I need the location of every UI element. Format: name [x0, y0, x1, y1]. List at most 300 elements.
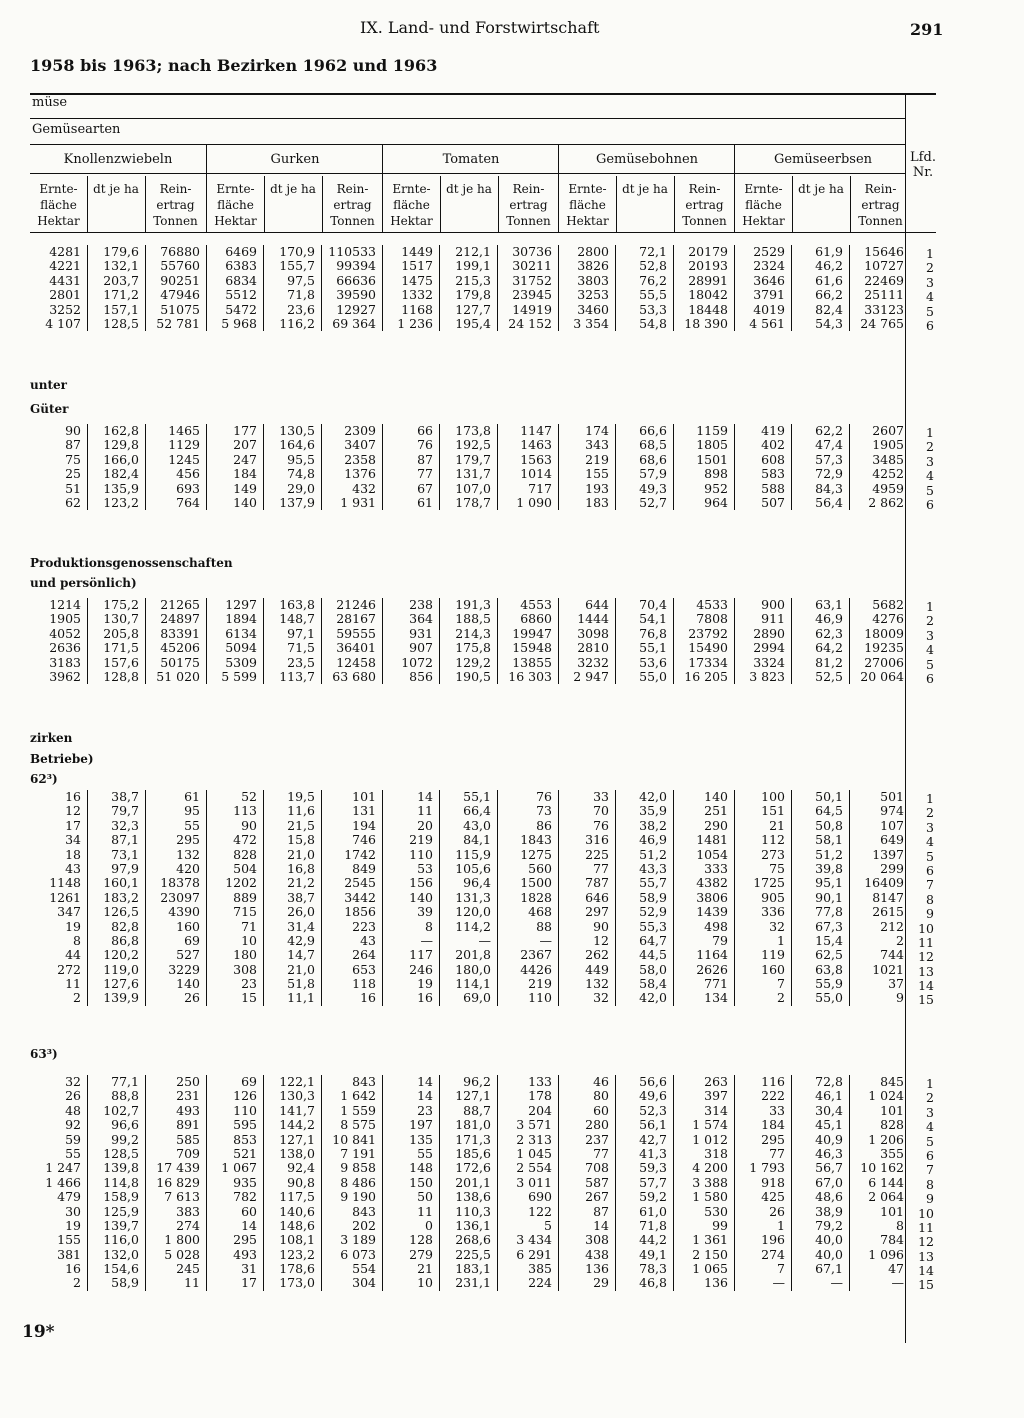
column-divider [616, 176, 617, 232]
table-cell: 122 [528, 1203, 552, 1219]
column-divider [497, 245, 498, 331]
table-cell: 75 [769, 860, 785, 876]
table-cell: 1 [777, 1217, 785, 1233]
table-row [30, 848, 910, 862]
table-cell: 157,1 [103, 301, 139, 317]
table-cell: 5 968 [221, 315, 257, 331]
table-cell: 66,4 [463, 803, 491, 819]
table-cell: 381 [57, 1246, 81, 1262]
table-cell: 71 [241, 918, 257, 934]
table-cell: 105,6 [455, 860, 491, 876]
table-cell: 935 [233, 1174, 257, 1190]
column-divider [791, 245, 792, 331]
table-cell: 521 [233, 1145, 257, 1161]
table-cell: 83391 [160, 625, 200, 641]
table-cell: 479 [57, 1189, 81, 1205]
table-cell: 50,8 [815, 817, 843, 833]
table-cell: 30736 [512, 244, 552, 259]
table-cell: 53,3 [639, 301, 667, 317]
table-cell: 67,0 [815, 1174, 843, 1190]
column-divider [263, 790, 264, 1006]
table-cell: 693 [176, 480, 200, 496]
table-cell: 102,7 [103, 1102, 139, 1118]
table-cell: 3 823 [749, 668, 785, 684]
table-cell: 69 364 [332, 315, 376, 331]
line-number: 3 [926, 627, 934, 643]
table-cell: 3 354 [573, 315, 609, 331]
line-number: 4 [926, 642, 934, 658]
table-cell: 595 [233, 1117, 257, 1133]
table-cell: 1072 [401, 654, 433, 670]
table-cell: 16 303 [508, 668, 552, 684]
table-cell: 192,5 [455, 437, 491, 453]
table-cell: 61 [184, 789, 200, 804]
table-cell: 1742 [344, 846, 376, 862]
line-number: 5 [926, 482, 934, 498]
column-divider [849, 790, 850, 1006]
table-cell: 16 [417, 990, 433, 1006]
table-cell: 2 150 [692, 1246, 728, 1262]
table-cell: 183 [585, 494, 609, 510]
column-divider [145, 1075, 146, 1291]
table-row [30, 862, 910, 876]
table-cell: 90 [241, 817, 257, 833]
table-cell: 76,2 [639, 272, 667, 288]
column-divider [558, 790, 559, 1006]
table-row [30, 1133, 910, 1147]
table-cell: 16 [65, 1261, 81, 1277]
table-cell: 4052 [49, 625, 81, 641]
table-cell: 530 [704, 1203, 728, 1219]
table-cell: 1397 [872, 846, 904, 862]
table-cell: 116 [761, 1074, 785, 1089]
table-cell: 128 [409, 1232, 433, 1248]
table-cell: 845 [880, 1074, 904, 1089]
table-cell: 46,3 [815, 1145, 843, 1161]
table-cell: 238 [409, 597, 433, 612]
table-cell: 19235 [864, 640, 904, 656]
table-row [30, 819, 910, 833]
table-cell: 175,2 [103, 597, 139, 612]
column-divider [673, 424, 674, 510]
table-cell: 60 [593, 1102, 609, 1118]
section-heading: unter [30, 378, 67, 392]
table-cell: 20179 [688, 244, 728, 259]
table-cell: 952 [704, 480, 728, 496]
table-row [30, 804, 910, 818]
table-cell: 425 [761, 1189, 785, 1205]
table-cell: 96,4 [463, 875, 491, 891]
column-header: dt je ha [93, 182, 139, 196]
table-cell: 64,2 [815, 640, 843, 656]
column-divider [791, 790, 792, 1006]
table-cell: 31 [241, 1261, 257, 1277]
table-cell: 646 [585, 889, 609, 905]
table-cell: 41,3 [639, 1145, 667, 1161]
table-cell: 222 [761, 1088, 785, 1104]
column-divider [439, 1075, 440, 1291]
table-cell: 262 [585, 947, 609, 963]
table-cell: 101 [880, 1203, 904, 1219]
table-cell: 8 486 [340, 1174, 376, 1190]
table-cell: 267 [585, 1189, 609, 1205]
line-number: 4 [926, 834, 934, 850]
table-cell: 24 152 [508, 315, 552, 331]
column-divider [206, 598, 207, 684]
line-number: 1 [926, 425, 934, 440]
table-cell: 20 [417, 817, 433, 833]
table-cell: 843 [352, 1203, 376, 1219]
table-cell: 268,6 [455, 1232, 491, 1248]
table-cell: 279 [409, 1246, 433, 1262]
section-heading: 63³) [30, 1047, 58, 1061]
table-cell: 87 [417, 451, 433, 467]
table-cell: 15490 [688, 640, 728, 656]
table-cell: 56,6 [639, 1074, 667, 1089]
table-cell: 88,8 [111, 1088, 139, 1104]
table-row [30, 1089, 910, 1103]
table-cell: 76880 [160, 244, 200, 259]
lfd-header: Lfd. Nr. [910, 150, 936, 180]
table-row [30, 1176, 910, 1190]
table-cell: 191,3 [455, 597, 491, 612]
table-cell: 23,5 [287, 654, 315, 670]
column-divider [439, 424, 440, 510]
table-cell: 456 [176, 466, 200, 482]
table-cell: 251 [704, 803, 728, 819]
table-cell: 155 [585, 466, 609, 482]
table-cell: 17 [65, 817, 81, 833]
table-cell: 21246 [336, 597, 376, 612]
column-divider [674, 176, 675, 232]
table-cell: 274 [176, 1217, 200, 1233]
table-cell: 54,1 [639, 611, 667, 627]
table-cell: 3 571 [516, 1117, 552, 1133]
table-cell: 42,0 [639, 789, 667, 804]
table-cell: 24897 [160, 611, 200, 627]
table-cell: 272 [57, 961, 81, 977]
table-cell: 3252 [49, 301, 81, 317]
table-cell: 81,2 [815, 654, 843, 670]
table-cell: 68,5 [639, 437, 667, 453]
table-cell: 55,0 [639, 668, 667, 684]
table-cell: 51 020 [156, 668, 200, 684]
table-cell: 82,8 [111, 918, 139, 934]
table-cell: 51,2 [639, 846, 667, 862]
table-cell: 560 [528, 860, 552, 876]
table-cell: 64,7 [639, 932, 667, 948]
table-cell: 12 [65, 803, 81, 819]
top-label: müse [32, 95, 68, 110]
table-cell: 190,5 [455, 668, 491, 684]
table-cell: 84,1 [463, 832, 491, 848]
table-cell: 4281 [49, 244, 81, 259]
table-cell: 33123 [864, 301, 904, 317]
table-cell: 72,8 [815, 1074, 843, 1089]
table-cell: 171,5 [103, 640, 139, 656]
table-cell: 889 [233, 889, 257, 905]
header-bottom-rule [30, 232, 936, 233]
table-cell: 333 [704, 860, 728, 876]
table-row [30, 467, 910, 481]
column-divider [382, 1075, 383, 1291]
table-cell: 26,0 [287, 904, 315, 920]
table-cell: 49,3 [639, 480, 667, 496]
table-cell: 63,1 [815, 597, 843, 612]
table-cell: 137,9 [279, 494, 315, 510]
table-cell: 16 [360, 990, 376, 1006]
section-heading: Betriebe) [30, 752, 94, 766]
table-cell: 295 [176, 832, 200, 848]
table-cell: 43 [65, 860, 81, 876]
table-cell: 2615 [872, 904, 904, 920]
column-divider [497, 790, 498, 1006]
table-row [30, 317, 910, 331]
table-cell: 196 [761, 1232, 785, 1248]
table-cell: 38,9 [815, 1203, 843, 1219]
table-cell: 164,6 [279, 437, 315, 453]
table-cell: 918 [761, 1174, 785, 1190]
table-cell: 179,7 [455, 451, 491, 467]
line-number: 6 [926, 1147, 934, 1163]
column-divider [87, 1075, 88, 1291]
table-row [30, 424, 910, 438]
table-cell: 48 [65, 1102, 81, 1118]
column-divider [558, 1075, 559, 1291]
table-cell: 202 [352, 1217, 376, 1233]
table-cell: 49,1 [639, 1246, 667, 1262]
column-divider [145, 790, 146, 1006]
column-header: dt je ha [622, 182, 668, 196]
table-cell: 1 574 [692, 1117, 728, 1133]
table-cell: 308 [233, 961, 257, 977]
table-cell: 183,1 [455, 1261, 491, 1277]
table-row [30, 920, 910, 934]
table-cell: 46,1 [815, 1088, 843, 1104]
table-cell: 4533 [696, 597, 728, 612]
table-cell: 907 [409, 640, 433, 656]
table-cell: 3485 [872, 451, 904, 467]
table-cell: 43,0 [463, 817, 491, 833]
table-cell: 131 [352, 803, 376, 819]
column-divider [263, 245, 264, 331]
table-cell: 2 064 [868, 1189, 904, 1205]
table-cell: 3442 [344, 889, 376, 905]
table-cell: 690 [528, 1189, 552, 1205]
line-number: 14 [918, 1263, 934, 1279]
table-cell: 231,1 [455, 1275, 491, 1291]
table-cell: 90,8 [287, 1174, 315, 1190]
table-cell: 355 [880, 1145, 904, 1161]
table-cell: 583 [761, 466, 785, 482]
column-divider [263, 1075, 264, 1291]
table-cell: 15 [241, 990, 257, 1006]
table-cell: 99 [712, 1217, 728, 1233]
table-cell: 2607 [872, 423, 904, 438]
data-block [30, 245, 910, 331]
table-cell: 60 [241, 1203, 257, 1219]
table-cell: 205,8 [103, 625, 139, 641]
column-divider [558, 424, 559, 510]
table-cell: 1214 [49, 597, 81, 612]
table-cell: 30,4 [815, 1102, 843, 1118]
table-cell: 197 [409, 1117, 433, 1133]
table-cell: 364 [409, 611, 433, 627]
table-cell: 127,7 [455, 301, 491, 317]
table-cell: 219 [409, 832, 433, 848]
table-cell: 128,5 [103, 315, 139, 331]
table-cell: 1 466 [45, 1174, 81, 1190]
line-numbers [918, 247, 934, 333]
section-heading: Produktionsgenossenschaften [30, 556, 233, 570]
table-cell: 11 [417, 1203, 433, 1219]
table-cell: 55,5 [639, 287, 667, 303]
table-cell: 224 [528, 1275, 552, 1291]
table-cell: 587 [585, 1174, 609, 1190]
table-cell: 134 [704, 990, 728, 1006]
table-cell: 126 [233, 1088, 257, 1104]
table-cell: 82,4 [815, 301, 843, 317]
group-rule [30, 173, 905, 174]
table-cell: 10 [241, 932, 257, 948]
table-cell: 771 [704, 976, 728, 992]
column-divider [498, 176, 499, 232]
table-cell: 449 [585, 961, 609, 977]
table-cell: 14 [417, 789, 433, 804]
table-cell: 215,3 [455, 272, 491, 288]
table-cell: 51,2 [815, 846, 843, 862]
table-cell: 527 [176, 947, 200, 963]
table-cell: 21265 [160, 597, 200, 612]
table-cell: 51 [65, 480, 81, 496]
table-cell: 2529 [753, 244, 785, 259]
table-row [30, 274, 910, 288]
table-cell: 744 [880, 947, 904, 963]
column-divider [206, 1075, 207, 1291]
table-cell: 80 [593, 1088, 609, 1104]
column-divider [849, 598, 850, 684]
table-cell: 184 [233, 466, 257, 482]
table-cell: 73,1 [111, 846, 139, 862]
table-cell: 246 [409, 961, 433, 977]
table-cell: 843 [352, 1074, 376, 1089]
line-number: 1 [926, 791, 934, 806]
table-row [30, 833, 910, 847]
table-cell: 1147 [520, 423, 552, 438]
column-divider [321, 424, 322, 510]
table-row [30, 1219, 910, 1233]
column-divider [321, 1075, 322, 1291]
line-number: 12 [918, 1234, 934, 1250]
table-cell: 1168 [401, 301, 433, 317]
table-cell: 5 599 [221, 668, 257, 684]
table-cell: 77 [769, 1145, 785, 1161]
table-cell: 4221 [49, 258, 81, 274]
table-cell: 42,9 [287, 932, 315, 948]
table-cell: 160 [761, 961, 785, 977]
table-row [30, 612, 910, 626]
table-cell: 22469 [864, 272, 904, 288]
table-cell: 1054 [696, 846, 728, 862]
column-divider [321, 790, 322, 1006]
table-cell: 12927 [336, 301, 376, 317]
table-cell: 69,0 [463, 990, 491, 1006]
table-cell: 18042 [688, 287, 728, 303]
table-cell: 52,5 [815, 668, 843, 684]
table-cell: 1475 [401, 272, 433, 288]
table-cell: 212,1 [455, 244, 491, 259]
table-cell: 1905 [872, 437, 904, 453]
table-cell: 10 [417, 1275, 433, 1291]
table-cell: 110 [528, 990, 552, 1006]
line-number: 7 [926, 1162, 934, 1178]
page-title: 1958 bis 1963; nach Bezirken 1962 und 1963 [30, 56, 438, 75]
table-cell: 2367 [520, 947, 552, 963]
line-number: 5 [926, 1133, 934, 1149]
sub-rule-1 [30, 118, 905, 119]
table-cell: 140 [233, 494, 257, 510]
table-row [30, 1118, 910, 1132]
table-cell: 40,0 [815, 1246, 843, 1262]
table-cell: 18009 [864, 625, 904, 641]
table-cell: 116,2 [279, 315, 315, 331]
table-cell: 59,2 [639, 1189, 667, 1205]
table-row [30, 905, 910, 919]
column-divider [87, 790, 88, 1006]
line-number: 2 [926, 439, 934, 455]
table-cell: 95,5 [287, 451, 315, 467]
table-cell: 84,3 [815, 480, 843, 496]
table-row [30, 288, 910, 302]
table-cell: 554 [352, 1261, 376, 1277]
column-divider [849, 245, 850, 331]
table-cell: 108,1 [279, 1232, 315, 1248]
table-cell: 58,9 [111, 1275, 139, 1291]
table-cell: 1 206 [868, 1131, 904, 1147]
table-cell: 43 [360, 932, 376, 948]
table-row [30, 1233, 910, 1247]
table-cell: 76 [593, 817, 609, 833]
table-cell: 170,9 [279, 244, 315, 259]
line-number: 9 [926, 1191, 934, 1207]
table-cell: 33 [769, 1102, 785, 1118]
table-cell: 383 [176, 1203, 200, 1219]
table-cell: 132,0 [103, 1246, 139, 1262]
table-cell: 86 [536, 817, 552, 833]
table-cell: 31752 [512, 272, 552, 288]
line-number: 13 [918, 963, 934, 979]
table-cell: 184 [761, 1117, 785, 1133]
table-cell: 1297 [225, 597, 257, 612]
line-number: 9 [926, 906, 934, 922]
table-cell: 2324 [753, 258, 785, 274]
table-cell: 131,3 [455, 889, 491, 905]
group-header: Tomaten [442, 152, 500, 167]
table-cell: 201,8 [455, 947, 491, 963]
table-cell: 188,5 [455, 611, 491, 627]
table-cell: 45206 [160, 640, 200, 656]
table-cell: 67 [417, 480, 433, 496]
table-cell: 30 [65, 1203, 81, 1219]
table-cell: 250 [176, 1074, 200, 1089]
line-numbers [918, 426, 934, 512]
table-row [30, 1075, 910, 1089]
table-row [30, 259, 910, 273]
column-divider [263, 598, 264, 684]
table-cell: 99,2 [111, 1131, 139, 1147]
table-cell: 35,9 [639, 803, 667, 819]
table-cell: 107,0 [455, 480, 491, 496]
